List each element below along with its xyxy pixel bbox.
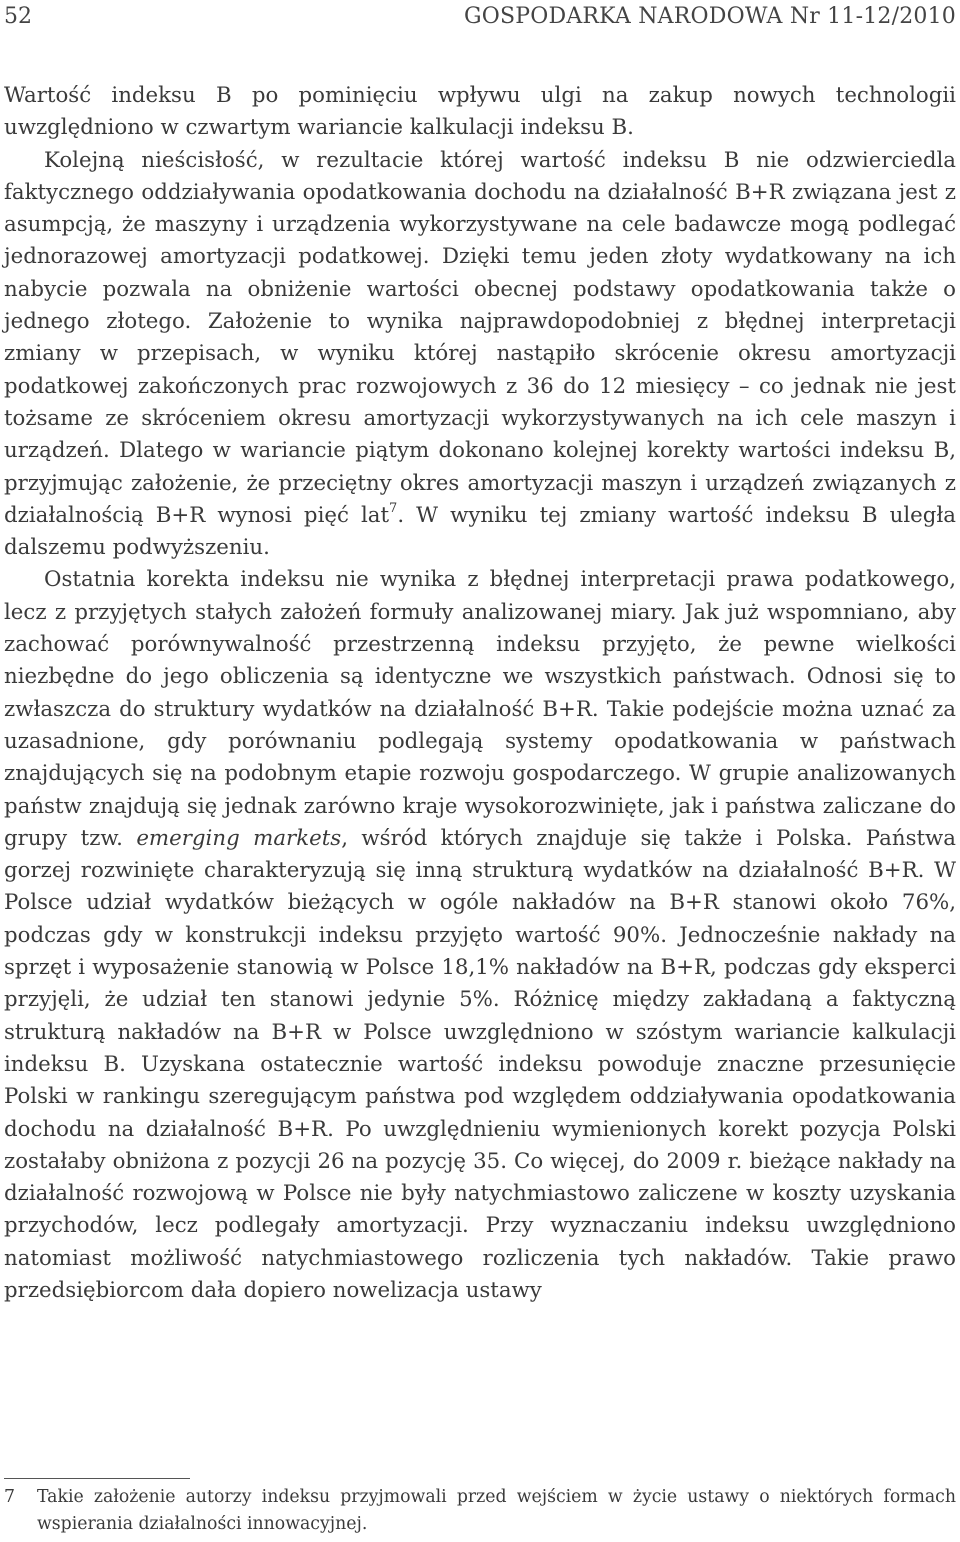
footnote [4, 1484, 956, 1538]
footnote-text: Takie założenie autorzy indeksu przyjmowali przed wejściem w życie ustawy o niektórych formach wspierania działalności innowacyjnej. [37, 1487, 956, 1534]
journal-title: GOSPODARKA NARODOWA Nr 11-12/2010 [463, 4, 956, 29]
paragraph-3-text-b: , wśród których znajduje się także i Polska. Państwa gorzej rozwinięte charakteryzują się inną strukturą wydatków na działalność B+R. W Polsce udział wydatków bieżących w ogóle nakładów na B+R stanowi około 76%, podczas gdy w konstrukcji indeksu przyjęto wartość 90%. Jednocześnie nakłady na sprzęt i wyposażenie stanowią w Polsce 18,1% nakładów na B+R, podczas gdy eksperci przyjęli, że udział ten stanowi jedynie 5%. Różnicę między zakładaną a faktyczną strukturą nakładów na B+R w Polsce uwzględniono w szóstym wariancie kalkulacji indeksu B. Uzyskana ostatecznie wartość indeksu powoduje znaczne przesunięcie Polski w rankingu szeregującym państwa pod względem oddziaływania opodatkowania dochodu na działalność B+R. Po uwzględnieniu wymienionych korekt pozycja Polski zostałaby obniżona z pozycji 26 na pozycję 35. Co więcej, do 2009 r. bieżące nakłady na działalność rozwojową w Polsce nie były natychmiastowo zaliczene w koszty uzyskania przychodów, lecz podlegały amortyzacji. Przy wyznaczaniu indeksu uwzględniono natomiast możliwość natychmiastowego rozliczenia tych nakładów. Takie prawo przedsiębiorcom dała dopiero nowelizacja ustawy [4, 825, 956, 1303]
paragraph-2-text-a: Kolejną nieścisłość, w rezultacie której wartość indeksu B nie odzwierciedla faktycznego oddziaływania opodatkowania dochodu na działalność B+R związana jest z asumpcją, że maszyny i urządzenia wykorzystywane na cele badawcze mogą podlegać jednorazowej amortyzacji podatkowej. Dzięki temu jeden złoty wydatkowany na ich nabycie pozwala na obniżenie wartości obecnej podstawy opodatkowania także o jednego złotego. Założenie to wynika najprawdopodobniej z błędnej interpretacji zmiany w przepisach, w wyniku której nastąpiło skrócenie okresu amortyzacji podatkowej zakończonych prac rozwojowych z 36 do 12 miesięcy – co jednak nie jest tożsame ze skróceniem okresu amortyzacji wykorzystywanych na ich cele maszyn i urządzeń. Dlatego w wariancie piątym dokonano kolejnej korekty wartości indeksu B, przyjmując założenie, że przeciętny okres amortyzacji maszyn i urządzeń związanych z działalnością B+R wynosi pięć lat [4, 147, 956, 528]
paragraph-3-text-a: Ostatnia korekta indeksu nie wynika z błędnej interpretacji prawa podatkowego, lecz z przyjętych stałych założeń formuły analizowanej miary. Jak już wspomniano, aby zachować porównywalność przestrzenną indeksu przyjęto, że pewne wielkości niezbędne do jego obliczenia są identyczne we wszystkich państwach. Odnosi się to zwłaszcza do struktury wydatków na działalność B+R. Takie podejście można uznać za uzasadnione, gdy porównaniu podlegają systemy opodatkowania w państwach znajdujących się na podobnym etapie rozwoju gospodarczego. W grupie analizowanych państw znajdują się jednak zarówno kraje wysokorozwinięte, jak i państwa zaliczane do grupy tzw. [4, 567, 956, 851]
footnote-reference[interactable]: 7 [389, 500, 398, 516]
paragraph-3-italic-term: emerging markets [136, 825, 342, 851]
paragraph-3 [4, 564, 956, 1307]
footnote-divider [4, 1478, 190, 1479]
running-header [4, 2, 956, 32]
paragraph-2 [4, 145, 956, 565]
paragraph-1: Wartość indeksu B po pominięciu wpływu ulgi na zakup nowych technologii uwzględniono w czwartym wariancie kalkulacji indeksu B. [4, 83, 956, 141]
body-text [4, 80, 956, 1307]
page-number: 52 [4, 4, 32, 29]
paragraph-2-text-b: . W wyniku tej zmiany wartość indeksu B uległa dalszemu podwyższeniu. [4, 502, 956, 561]
footnote-marker: 7 [4, 1487, 15, 1507]
